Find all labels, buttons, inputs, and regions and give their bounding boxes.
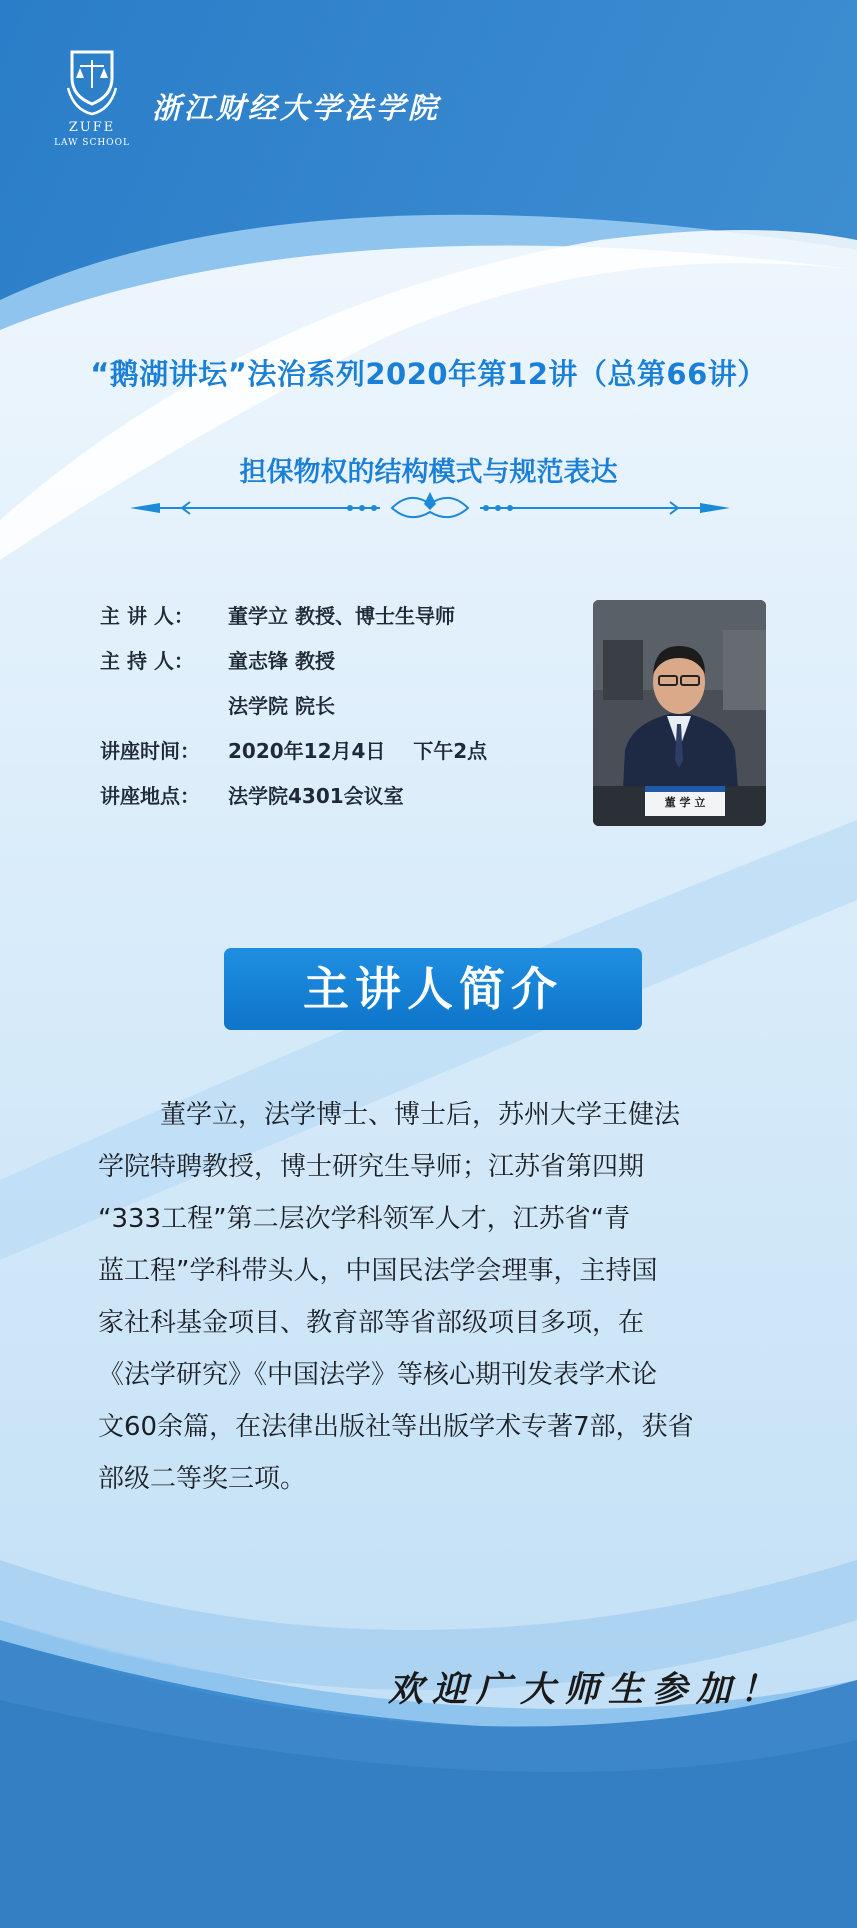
bio-line: 部级二等奖三项。 <box>98 1464 307 1494</box>
logo-subtitle: LAW SCHOOL <box>54 138 130 148</box>
bio-line: “333工程”第二层次学科领军人才，江苏省“青 <box>98 1204 631 1234</box>
speaker-portrait <box>593 600 766 826</box>
bio-line: 《法学研究》《中国法学》等核心期刊发表学术论 <box>98 1360 658 1390</box>
speaker-label: 主 讲 人： <box>100 604 194 628</box>
speaker-photo <box>593 600 766 826</box>
host-value: 童志锋 教授 <box>228 649 335 673</box>
bio-line: 董学立，法学博士、博士后，苏州大学王健法 <box>160 1100 681 1130</box>
logo-abbr: ZUFE <box>68 120 116 135</box>
time-value: 2020年12月4日 下午2点 <box>228 739 488 763</box>
scales-shield-icon <box>66 48 118 118</box>
series-title: “鹅湖讲坛”法治系列2020年第12讲（总第66讲） <box>90 357 767 391</box>
school-logo <box>46 48 138 152</box>
info-host-title <box>100 690 335 719</box>
time-label: 讲座时间： <box>100 739 200 763</box>
bio-line: 学院特聘教授，博士研究生导师；江苏省第四期 <box>98 1152 645 1182</box>
place-label: 讲座地点： <box>100 784 200 808</box>
bio-line: 蓝工程”学科带头人，中国民法学会理事，主持国 <box>98 1256 658 1286</box>
speaker-name-card: 董 学 立 <box>664 796 706 809</box>
bio-line: 文60余篇，在法律出版社等出版学术专著7部，获省 <box>98 1412 694 1442</box>
host-title-value: 法学院 院长 <box>228 694 335 718</box>
info-speaker <box>100 600 455 629</box>
place-value: 法学院4301会议室 <box>228 784 404 808</box>
info-place <box>100 780 404 809</box>
info-time <box>100 735 487 764</box>
intro-heading: 主讲人简介 <box>224 948 642 1030</box>
info-host <box>100 645 335 674</box>
lecture-title: 担保物权的结构模式与规范表达 <box>239 457 618 488</box>
school-name: 浙江财经大学法学院 <box>152 91 441 125</box>
host-label: 主 持 人： <box>100 649 194 673</box>
speaker-value: 董学立 教授、博士生导师 <box>228 604 455 628</box>
bio-line: 家社科基金项目、教育部等省部级项目多项，在 <box>98 1308 645 1338</box>
ornament-divider <box>130 490 730 526</box>
welcome-text: 欢迎广大师生参加！ <box>388 1669 785 1710</box>
